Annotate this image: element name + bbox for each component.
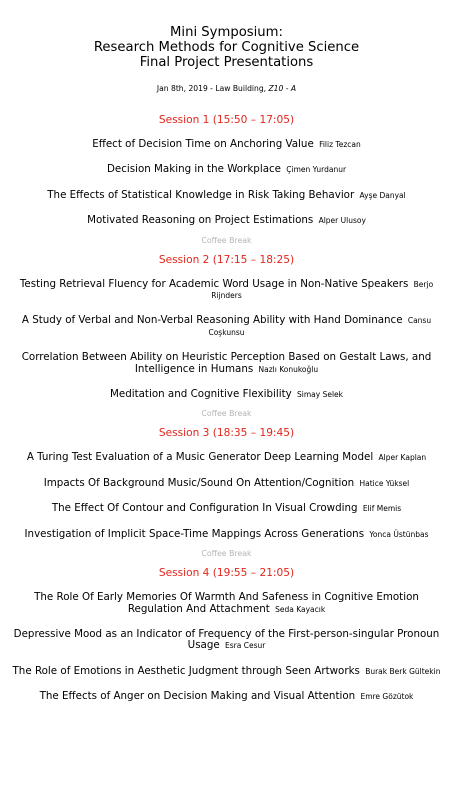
talk-entry — [0, 691, 453, 702]
session-heading: Session 3 (18:35 – 19:45) — [158, 427, 295, 440]
talk-entry — [0, 666, 453, 677]
coffee-break: Coffee Break — [201, 235, 252, 245]
talk-entry — [0, 389, 453, 400]
talk-title: The Role of Emotions in Aesthetic Judgment through Seen Artworks — [12, 664, 360, 677]
talk-title: The Effects of Statistical Knowledge in Risk Taking Behavior — [47, 188, 355, 201]
talk-title: Effect of Decision Time on Anchoring Value — [92, 138, 314, 150]
talk-entry — [0, 478, 453, 489]
coffee-break: Coffee Break — [201, 409, 252, 419]
talk-entry — [0, 529, 453, 540]
talk-title: Testing Retrieval Fluency for Academic Word Usage in Non-Native Speakers — [19, 277, 409, 290]
session-heading: Session 1 (15:50 – 17:05) — [158, 114, 295, 126]
talk-author: Hatice Yüksel — [359, 478, 410, 488]
talk-author: Çimen Yurdanur — [286, 165, 347, 175]
talk-title: The Role Of Early Memories Of Warmth And Safeness in Cognitive Emotion Regulation And Attachment — [34, 591, 419, 615]
talk-author: Yonca Üstünbas — [369, 529, 429, 539]
session-3 — [0, 427, 453, 558]
talk-title: The Effects of Anger on Decision Making and Visual Attention — [39, 690, 356, 703]
talk-title: A Turing Test Evaluation of a Music Generator Deep Learning Model — [26, 451, 374, 464]
room-text: Z10 - A — [268, 84, 297, 93]
date-location — [0, 84, 453, 94]
talk-title: A Study of Verbal and Non-Verbal Reasoning Ability with Hand Dominance — [21, 314, 403, 327]
session-heading: Session 2 (17:15 – 18:25) — [158, 253, 295, 266]
talk-author: Seda Kayacık — [275, 604, 326, 614]
talk-title: Impacts Of Background Music/Sound On Attention/Cognition — [43, 476, 355, 489]
title-line-1: Mini Symposium: — [170, 25, 283, 40]
date-text: Jan 8th, 2019 - Law Building, — [156, 84, 269, 93]
talk-author: Alper Kaplan — [378, 453, 427, 463]
session-heading: Session 4 (19:55 – 21:05) — [158, 567, 295, 580]
session-4 — [0, 567, 453, 702]
talk-author: Nazlı Konukoğlu — [258, 364, 319, 374]
talk-entry — [0, 452, 453, 463]
talk-title: Motivated Reasoning on Project Estimations — [87, 214, 314, 227]
talk-author: Esra Cesur — [225, 641, 266, 651]
talk-author: Emre Gözütok — [360, 692, 414, 702]
talk-entry — [0, 592, 453, 615]
talk-title: Decision Making in the Workplace — [106, 163, 282, 176]
talk-entry — [0, 503, 453, 514]
talk-entry — [0, 279, 453, 302]
session-1 — [0, 114, 453, 245]
talk-entry — [0, 139, 453, 150]
talk-entry — [0, 352, 453, 375]
talk-author: Ayşe Danyal — [359, 190, 406, 200]
talk-entry — [0, 629, 453, 652]
coffee-break: Coffee Break — [201, 549, 252, 559]
talk-entry — [0, 164, 453, 175]
talk-author: Cansu Coşkunsu — [208, 316, 432, 337]
talk-author: Simay Selek — [297, 390, 344, 400]
talk-entry — [0, 190, 453, 201]
talk-author: Berjo Rijnders — [211, 279, 434, 301]
talk-title: Investigation of Implicit Space-Time Mappings Across Generations — [24, 527, 365, 540]
talk-title: Correlation Between Ability on Heuristic Perception Based on Gestalt Laws, and Intelligence in Humans — [21, 351, 432, 375]
title-line-2: Research Methods for Cognitive Science — [93, 40, 360, 55]
talk-author: Burak Berk Gültekin — [365, 666, 441, 676]
talk-author: Alper Ulusoy — [318, 216, 366, 226]
program-header — [0, 25, 453, 94]
session-2 — [0, 254, 453, 419]
talk-title: The Effect Of Contour and Configuration In Visual Crowding — [51, 502, 358, 515]
talk-author: Elif Memis — [362, 504, 402, 514]
talk-entry — [0, 215, 453, 226]
title-line-3: Final Project Presentations — [139, 55, 314, 70]
talk-title: Meditation and Cognitive Flexibility — [109, 388, 292, 401]
talk-author: Filiz Tezcan — [319, 140, 361, 149]
talk-entry — [0, 315, 453, 338]
talk-title: Depressive Mood as an Indicator of Frequency of the First-person-singular Pronoun Usage — [13, 627, 440, 652]
